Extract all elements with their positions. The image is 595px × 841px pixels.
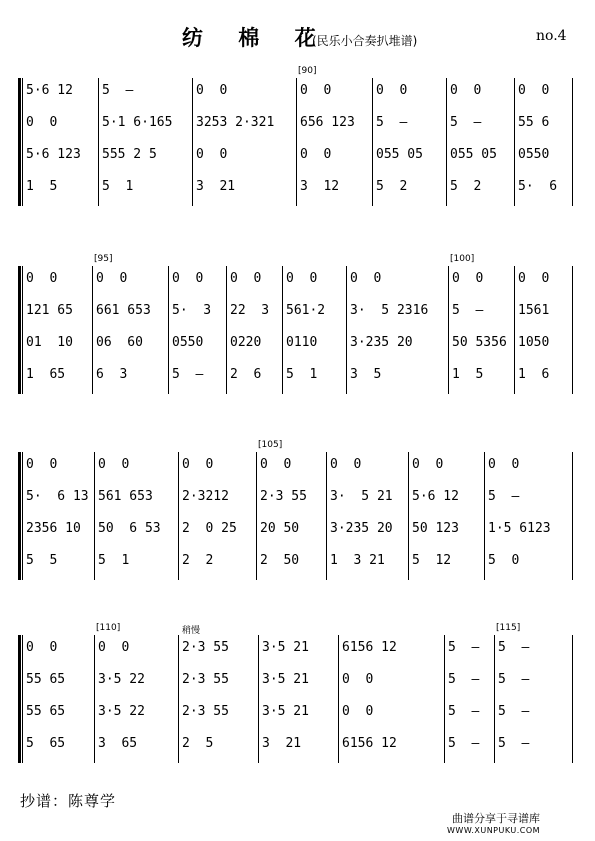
part-row	[0, 635, 595, 661]
measure-notes: 2 0 25	[182, 521, 237, 536]
measure-notes: 1 6	[518, 367, 550, 382]
page-number: no.4	[536, 28, 567, 44]
part-row	[0, 174, 595, 200]
measure-notes: 5·6 123	[26, 147, 81, 162]
measure-notes: 1050	[518, 335, 550, 350]
score-system	[0, 623, 595, 763]
measure-notes: 3 12	[300, 179, 340, 194]
measure-notes: 3·5 21	[262, 672, 309, 687]
measure-notes: 0 0	[230, 271, 262, 286]
measure-notes: 5 2	[376, 179, 408, 194]
measure-notes: 0 0	[376, 83, 408, 98]
measure-notes: 3·5 22	[98, 704, 145, 719]
measure-notes: 5 5	[26, 553, 58, 568]
measure-number: [110]	[96, 623, 121, 633]
measure-notes: 50 6 53	[98, 521, 161, 536]
measure-notes: 0 0	[342, 672, 374, 687]
measure-notes: 2·3 55	[182, 640, 229, 655]
measure-notes: 5 65	[26, 736, 66, 751]
measure-notes: 5·1 6·165	[102, 115, 173, 130]
measure-notes: 5 —	[102, 83, 134, 98]
measure-notes: 2 2	[182, 553, 214, 568]
part-row	[0, 548, 595, 574]
measure-notes: 3 21	[262, 736, 302, 751]
measure-notes: 055 05	[450, 147, 497, 162]
measure-notes: 0550	[172, 335, 204, 350]
score-system	[0, 66, 595, 206]
measure-notes: 5 1	[102, 179, 134, 194]
measure-notes: 3·5 21	[262, 640, 309, 655]
measure-notes: 5 —	[488, 489, 520, 504]
measure-notes: 656 123	[300, 115, 355, 130]
measure-notes: 5 —	[498, 736, 530, 751]
part-row	[0, 699, 595, 725]
measure-notes: 0 0	[300, 83, 332, 98]
measure-notes: 5 —	[448, 704, 480, 719]
measure-notes: 0 0	[488, 457, 520, 472]
measure-notes: 5 12	[412, 553, 452, 568]
measure-notes: 0220	[230, 335, 262, 350]
measure-notes: 661 653	[96, 303, 151, 318]
measure-notes: 2·3 55	[260, 489, 307, 504]
measure-notes: 3·5 21	[262, 704, 309, 719]
score-system	[0, 254, 595, 394]
measure-notes: 0 0	[412, 457, 444, 472]
measure-notes: 561·2	[286, 303, 326, 318]
measure-notes: 2·3 55	[182, 704, 229, 719]
measure-notes: 0550	[518, 147, 550, 162]
measure-notes: 1 5	[26, 179, 58, 194]
measure-notes: 5 0	[488, 553, 520, 568]
measure-notes: 55 6	[518, 115, 550, 130]
measure-notes: 0 0	[182, 457, 214, 472]
measure-number: [105]	[258, 440, 283, 450]
score-title: 纺 棉 花	[182, 25, 330, 50]
measure-notes: 55 65	[26, 672, 66, 687]
part-row	[0, 142, 595, 168]
measure-notes: 01 10	[26, 335, 73, 350]
part-row	[0, 110, 595, 136]
measure-notes: 3·235 20	[330, 521, 393, 536]
measure-notes: 055 05	[376, 147, 423, 162]
measure-notes: 1561	[518, 303, 550, 318]
measure-notes: 5 —	[172, 367, 204, 382]
measure-notes: 0 0	[300, 147, 332, 162]
measure-notes: 5 1	[286, 367, 318, 382]
copyist-credit: 抄谱：陈尊学	[20, 792, 117, 810]
measure-notes: 5 —	[448, 672, 480, 687]
measure-notes: 0 0	[196, 147, 228, 162]
measure-notes: 0 0	[518, 271, 550, 286]
measure-notes: 5 —	[450, 115, 482, 130]
measure-notes: 5·6 12	[26, 83, 73, 98]
measure-notes: 5 —	[448, 640, 480, 655]
part-row	[0, 484, 595, 510]
measure-notes: 2356 10	[26, 521, 81, 536]
score-subtitle: (民乐小合奏扒堆谱)	[312, 34, 418, 48]
measure-notes: 561 653	[98, 489, 153, 504]
measure-number: [100]	[450, 254, 475, 264]
part-row	[0, 362, 595, 388]
measure-notes: 0 0	[286, 271, 318, 286]
measure-notes: 3·5 22	[98, 672, 145, 687]
part-row	[0, 731, 595, 757]
measure-notes: 3 21	[196, 179, 236, 194]
measure-notes: 3·235 20	[350, 335, 413, 350]
measure-notes: 0 0	[450, 83, 482, 98]
measure-notes: 5 1	[98, 553, 130, 568]
measure-notes: 5 —	[498, 704, 530, 719]
score-system	[0, 440, 595, 580]
part-row	[0, 298, 595, 324]
measure-notes: 5 2	[450, 179, 482, 194]
measure-notes: 1 3 21	[330, 553, 385, 568]
measure-notes: 0 0	[98, 640, 130, 655]
measure-notes: 0 0	[26, 640, 58, 655]
measure-notes: 2 5	[182, 736, 214, 751]
measure-notes: 3 65	[98, 736, 138, 751]
measure-notes: 5· 6 13	[26, 489, 89, 504]
measure-notes: 2·3 55	[182, 672, 229, 687]
measure-notes: 3253 2·321	[196, 115, 275, 130]
measure-notes: 0110	[286, 335, 318, 350]
measure-number: [115]	[496, 623, 521, 633]
part-row	[0, 330, 595, 356]
source-url: WWW.XUNPUKU.COM	[447, 826, 541, 835]
measure-notes: 50 5356	[452, 335, 507, 350]
measure-notes: 1·5 6123	[488, 521, 551, 536]
measure-notes: 0 0	[98, 457, 130, 472]
tempo-marking: 稍慢	[182, 626, 201, 636]
measure-notes: 5 —	[498, 672, 530, 687]
measure-number: [95]	[94, 254, 113, 264]
measure-notes: 0 0	[172, 271, 204, 286]
measure-notes: 55 65	[26, 704, 66, 719]
measure-notes: 0 0	[26, 115, 58, 130]
part-row	[0, 78, 595, 104]
measure-notes: 555 2 5	[102, 147, 157, 162]
measure-notes: 0 0	[96, 271, 128, 286]
measure-notes: 121 65	[26, 303, 73, 318]
part-row	[0, 667, 595, 693]
part-row	[0, 266, 595, 292]
measure-notes: 0 0	[196, 83, 228, 98]
measure-notes: 6 3	[96, 367, 128, 382]
measure-notes: 06 60	[96, 335, 143, 350]
measure-notes: 0 0	[518, 83, 550, 98]
measure-notes: 6156 12	[342, 736, 397, 751]
measure-notes: 0 0	[260, 457, 292, 472]
measure-notes: 6156 12	[342, 640, 397, 655]
measure-notes: 5·6 12	[412, 489, 459, 504]
measure-notes: 2 50	[260, 553, 300, 568]
measure-notes: 20 50	[260, 521, 300, 536]
measure-notes: 0 0	[350, 271, 382, 286]
measure-notes: 5 —	[448, 736, 480, 751]
part-row	[0, 516, 595, 542]
measure-notes: 22 3	[230, 303, 270, 318]
measure-notes: 50 123	[412, 521, 459, 536]
measure-notes: 2·3212	[182, 489, 229, 504]
measure-notes: 1 5	[452, 367, 484, 382]
measure-notes: 0 0	[26, 457, 58, 472]
measure-notes: 5 —	[452, 303, 484, 318]
measure-notes: 0 0	[342, 704, 374, 719]
measure-notes: 0 0	[452, 271, 484, 286]
measure-notes: 3 5	[350, 367, 382, 382]
measure-notes: 0 0	[330, 457, 362, 472]
measure-notes: 5· 3	[172, 303, 212, 318]
part-row	[0, 452, 595, 478]
measure-notes: 5· 6	[518, 179, 558, 194]
measure-number: [90]	[298, 66, 317, 76]
measure-notes: 5 —	[498, 640, 530, 655]
measure-notes: 5 —	[376, 115, 408, 130]
measure-notes: 2 6	[230, 367, 262, 382]
source-credit: 曲谱分享于寻谱库	[452, 812, 540, 825]
measure-notes: 0 0	[26, 271, 58, 286]
measure-notes: 3· 5 21	[330, 489, 393, 504]
measure-notes: 1 65	[26, 367, 66, 382]
measure-notes: 3· 5 2316	[350, 303, 429, 318]
